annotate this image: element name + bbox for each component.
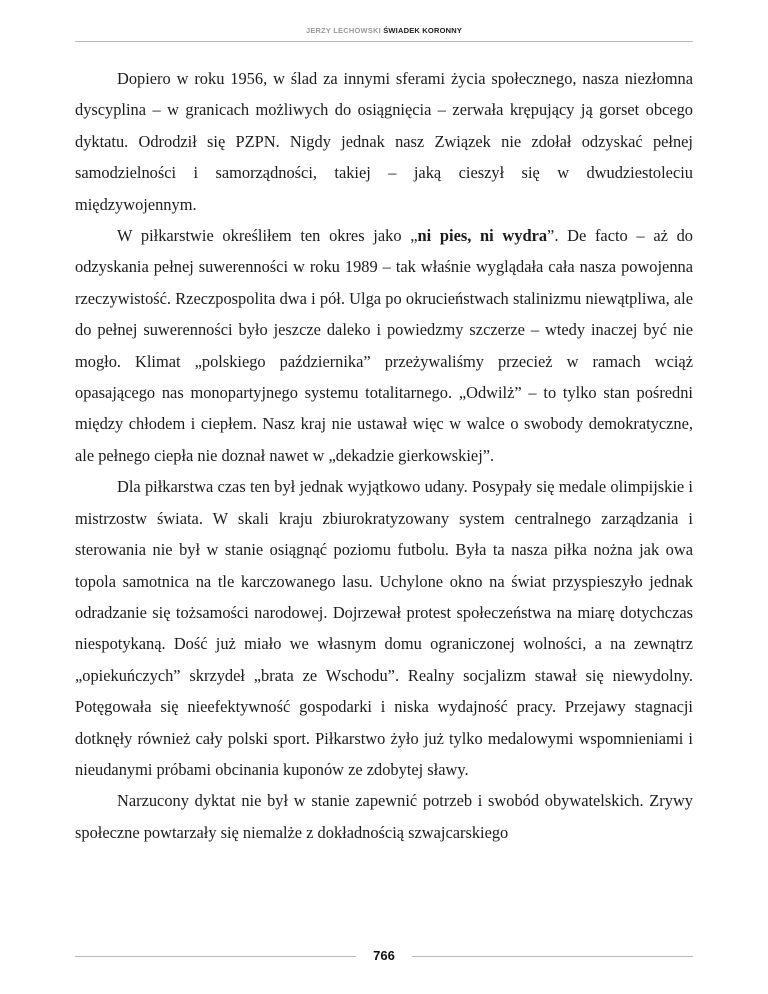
paragraph-4: Narzucony dyktat nie był w stanie zapewnić potrzeb i swobód obywatelskich. Zrywy społeczne powtarzały się niemalże z dokładnością szwajcarskiego bbox=[75, 791, 693, 842]
bold-phrase: ni pies, ni wydra bbox=[417, 226, 548, 246]
body-text bbox=[75, 63, 693, 848]
paragraph-2-start: W piłkarstwie określiłem ten okres jako „ bbox=[117, 226, 418, 246]
paragraph-3: Dla piłkarstwa czas ten był jednak wyjątkowo udany. Posypały się medale olimpijskie i mistrzostw świata. W skali kraju zbiurokratyzowany system centralnego zarządzania i sterowania nie był w stanie osiągnąć poziomu futbolu. Była ta nasza piłka nożna jak owa topola samotnica na tle karczowanego lasu. Uchylone okno na świat przyspieszyło jednak odradzanie się tożsamości narodowej. Dojrzewał protest społeczeństwa na miarę dotychczas niespotykaną. Dość już miało we własnym domu ograniczonej wolności, a na zewnątrz „opiekuńczych” skrzydeł „brata ze Wschodu”. Realny socjalizm stawał się niewydolny. Potęgowała się nieefektywność gospodarki i niska wydajność pracy. Przejawy stagnacji dotknęły również cały polski sport. Piłkarstwo żyło już tylko medalowymi wspomnieniami i nieudanymi próbami obcinania kuponów ze zdobytej sławy. bbox=[75, 477, 693, 779]
header-author: JERZY LECHOWSKI bbox=[305, 26, 381, 35]
header-divider bbox=[75, 41, 693, 42]
page-footer bbox=[75, 945, 693, 967]
paragraph-2-rest: ”. De facto – aż do odzyskania pełnej suwerenności w roku 1989 – tak właśnie wyglądała cała nasza powojenna rzeczywistość. Rzeczpospolita dwa i pół. Ulga po okrucieństwach stalinizmu niewątpliwa, ale do pełnej suwerenności było jeszcze daleko i powiedzmy szczerze – wtedy inaczej być nie mogło. Klimat „polskiego października” przeżywaliśmy przecież w ramach wciąż opasającego nas monopartyjnego systemu totalitarnego. „Odwilż” – to tylko stan pośredni między chłodem i ciepłem. Nasz kraj nie ustawał więc w walce o swobody demokratyczne, ale pełnego ciepła nie doznał nawet w „dekadzie gierkowskiej”. bbox=[75, 226, 693, 465]
page-number: 766 bbox=[373, 948, 395, 963]
paragraph-1: Dopiero w roku 1956, w ślad za innymi sferami życia społecznego, nasza niezłomna dyscyplina – w granicach możliwych do osiągnięcia – zerwała krępujący ją gorset obcego dyktatu. Odrodził się PZPN. Nigdy jednak nasz Związek nie zdołał odzyskać pełnej samodzielności i samorządności, takiej – jaką cieszył się w dwudziestoleciu międzywojennym. bbox=[75, 69, 693, 214]
footer-divider-right bbox=[412, 956, 693, 957]
paragraph-2 bbox=[75, 220, 693, 471]
running-header bbox=[0, 26, 768, 36]
header-title: ŚWIADEK KORONNY bbox=[383, 26, 463, 35]
footer-divider-left bbox=[75, 956, 356, 957]
